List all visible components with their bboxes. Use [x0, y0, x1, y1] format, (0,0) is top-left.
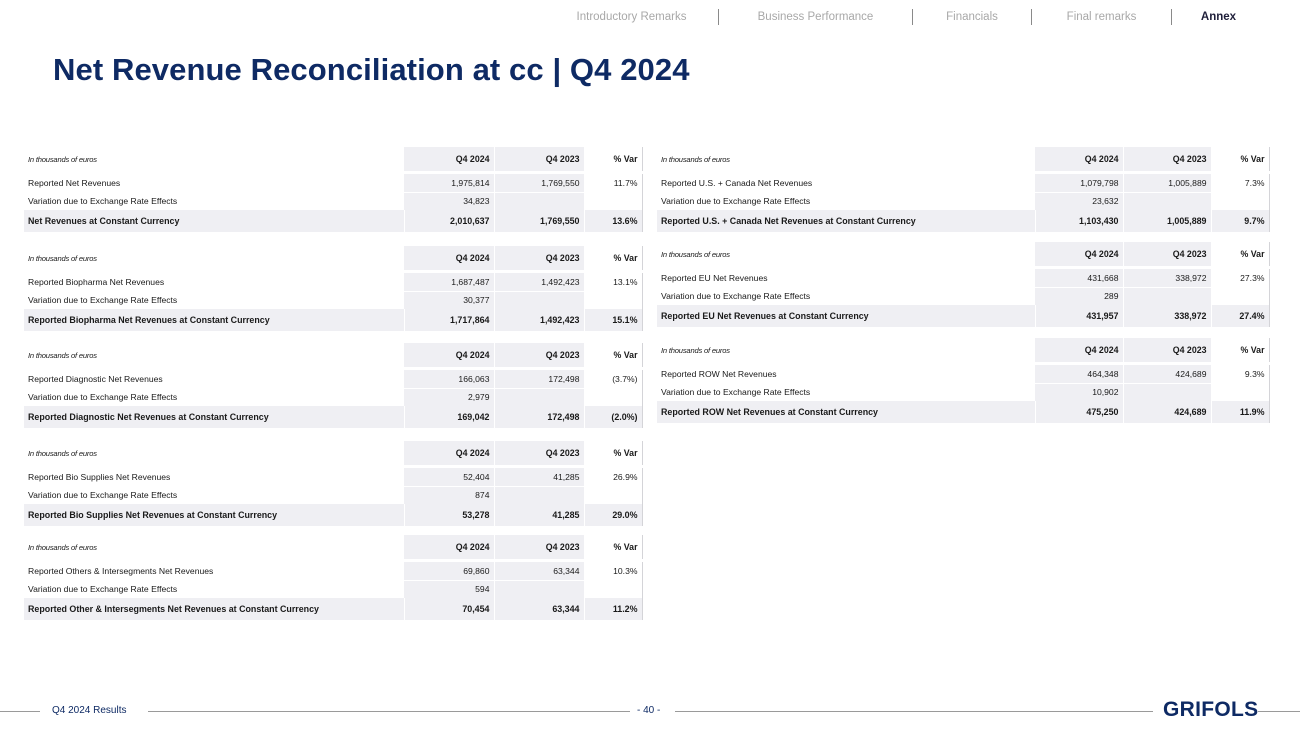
table-row [657, 365, 1269, 383]
column-header-var: % Var [1211, 242, 1269, 266]
total-var: 11.9% [1211, 401, 1269, 423]
total-row [24, 210, 642, 232]
column-header-q4-2024: Q4 2024 [404, 535, 494, 559]
cell-q4-2023: 1,005,889 [1123, 174, 1211, 192]
cell-q4-2024: 34,823 [404, 192, 494, 210]
grifols-logo: GRIFOLS [1163, 698, 1259, 721]
footer-report-name: Q4 2024 Results [52, 705, 127, 716]
total-var: 29.0% [584, 504, 642, 526]
cell-var [1211, 383, 1269, 401]
column-header-q4-2023: Q4 2023 [494, 535, 584, 559]
cell-q4-2024: 69,860 [404, 562, 494, 580]
total-row [24, 504, 642, 526]
total-q4-2024: 169,042 [404, 406, 494, 428]
nav-item-introductory-remarks[interactable]: Introductory Remarks [576, 11, 687, 23]
table-row [24, 486, 642, 504]
column-header-q4-2023: Q4 2023 [1123, 147, 1211, 171]
reconciliation-table-row [657, 338, 1270, 423]
total-var: 15.1% [584, 309, 642, 331]
table-row [24, 562, 642, 580]
total-q4-2024: 475,250 [1035, 401, 1123, 423]
cell-q4-2023 [494, 291, 584, 309]
total-label: Reported Diagnostic Net Revenues at Constant Currency [24, 406, 404, 428]
row-label: Variation due to Exchange Rate Effects [661, 387, 811, 397]
column-header-var: % Var [584, 535, 642, 559]
row-label: Variation due to Exchange Rate Effects [28, 490, 178, 500]
table-row [657, 192, 1269, 210]
total-label: Reported Biopharma Net Revenues at Constant Currency [24, 309, 404, 331]
reconciliation-table-others [24, 535, 643, 620]
total-label: Reported U.S. + Canada Net Revenues at Constant Currency [657, 210, 1035, 232]
total-var: (2.0%) [584, 406, 642, 428]
cell-q4-2024: 2,979 [404, 388, 494, 406]
total-label: Reported ROW Net Revenues at Constant Currency [657, 401, 1035, 423]
table-header-row [24, 343, 642, 367]
row-label: Variation due to Exchange Rate Effects [661, 196, 811, 206]
table-row [24, 468, 642, 486]
total-label: Net Revenues at Constant Currency [24, 210, 404, 232]
units-caption: In thousands of euros [28, 253, 97, 263]
cell-var: (3.7%) [584, 370, 642, 388]
cell-var: 7.3% [1211, 174, 1269, 192]
column-header-var: % Var [584, 343, 642, 367]
units-caption: In thousands of euros [661, 154, 730, 164]
cell-q4-2024: 874 [404, 486, 494, 504]
units-caption: In thousands of euros [661, 345, 730, 355]
cell-q4-2024: 1,687,487 [404, 273, 494, 291]
cell-q4-2024: 1,975,814 [404, 174, 494, 192]
column-header-q4-2023: Q4 2023 [494, 147, 584, 171]
cell-var: 26.9% [584, 468, 642, 486]
total-q4-2024: 53,278 [404, 504, 494, 526]
cell-q4-2023: 338,972 [1123, 269, 1211, 287]
table-row [657, 383, 1269, 401]
cell-q4-2023 [494, 192, 584, 210]
table-header-row [657, 242, 1269, 266]
cell-q4-2023: 41,285 [494, 468, 584, 486]
row-label: Variation due to Exchange Rate Effects [28, 295, 178, 305]
row-label: Reported ROW Net Revenues [661, 369, 777, 379]
total-var: 9.7% [1211, 210, 1269, 232]
units-caption: In thousands of euros [661, 249, 730, 259]
reconciliation-table-total [24, 147, 643, 232]
cell-q4-2024: 10,902 [1035, 383, 1123, 401]
total-q4-2024: 70,454 [404, 598, 494, 620]
total-row [657, 305, 1269, 327]
row-label: Reported Others & Intersegments Net Revenues [28, 566, 214, 576]
cell-q4-2024: 594 [404, 580, 494, 598]
reconciliation-table-biopharma [24, 246, 643, 331]
cell-var [1211, 192, 1269, 210]
footer-rule [0, 711, 40, 712]
cell-var: 27.3% [1211, 269, 1269, 287]
column-header-var: % Var [1211, 147, 1269, 171]
cell-q4-2023 [1123, 383, 1211, 401]
table-header-row [24, 441, 642, 465]
units-caption: In thousands of euros [28, 542, 97, 552]
column-header-q4-2024: Q4 2024 [1035, 242, 1123, 266]
column-header-q4-2023: Q4 2023 [1123, 242, 1211, 266]
row-label: Reported EU Net Revenues [661, 273, 768, 283]
cell-q4-2023 [1123, 192, 1211, 210]
footer-rule [675, 711, 1153, 712]
reconciliation-table-bio-supplies [24, 441, 643, 526]
column-header-q4-2024: Q4 2024 [404, 147, 494, 171]
table-row [24, 273, 642, 291]
total-q4-2023: 1,492,423 [494, 309, 584, 331]
total-row [657, 210, 1269, 232]
row-label: Reported Diagnostic Net Revenues [28, 374, 163, 384]
cell-q4-2023 [494, 388, 584, 406]
column-header-q4-2024: Q4 2024 [1035, 338, 1123, 362]
row-label: Variation due to Exchange Rate Effects [28, 196, 178, 206]
total-row [24, 406, 642, 428]
row-label: Reported U.S. + Canada Net Revenues [661, 178, 813, 188]
cell-var [584, 388, 642, 406]
cell-q4-2024: 1,079,798 [1035, 174, 1123, 192]
total-q4-2023: 424,689 [1123, 401, 1211, 423]
cell-q4-2024: 431,668 [1035, 269, 1123, 287]
row-label: Reported Net Revenues [28, 178, 121, 188]
page-title: Net Revenue Reconciliation at cc | Q4 2024 [53, 52, 690, 87]
total-var: 13.6% [584, 210, 642, 232]
row-label: Variation due to Exchange Rate Effects [661, 291, 811, 301]
table-header-row [24, 535, 642, 559]
total-q4-2024: 1,103,430 [1035, 210, 1123, 232]
cell-q4-2023 [494, 580, 584, 598]
cell-q4-2023: 63,344 [494, 562, 584, 580]
row-label: Variation due to Exchange Rate Effects [28, 584, 178, 594]
total-var: 27.4% [1211, 305, 1269, 327]
table-row [657, 287, 1269, 305]
nav-item-final-remarks[interactable]: Final remarks [1066, 11, 1137, 23]
units-caption: In thousands of euros [28, 448, 97, 458]
table-row [24, 580, 642, 598]
row-label: Reported Bio Supplies Net Revenues [28, 472, 171, 482]
cell-q4-2024: 30,377 [404, 291, 494, 309]
column-header-var: % Var [584, 147, 642, 171]
cell-q4-2023 [1123, 287, 1211, 305]
table-row [24, 388, 642, 406]
column-header-var: % Var [584, 441, 642, 465]
nav-item-business-performance[interactable]: Business Performance [757, 11, 874, 23]
cell-q4-2023 [494, 486, 584, 504]
total-row [657, 401, 1269, 423]
reconciliation-table-diagnostic [24, 343, 643, 428]
table-header-row [24, 246, 642, 270]
table-header-row [657, 147, 1269, 171]
table-header-row [24, 147, 642, 171]
table-row [24, 370, 642, 388]
column-header-q4-2024: Q4 2024 [404, 343, 494, 367]
column-header-q4-2023: Q4 2023 [1123, 338, 1211, 362]
cell-q4-2024: 52,404 [404, 468, 494, 486]
total-q4-2023: 63,344 [494, 598, 584, 620]
total-q4-2024: 2,010,637 [404, 210, 494, 232]
cell-var: 10.3% [584, 562, 642, 580]
total-q4-2023: 1,005,889 [1123, 210, 1211, 232]
total-q4-2023: 41,285 [494, 504, 584, 526]
table-row [24, 291, 642, 309]
table-row [657, 174, 1269, 192]
reconciliation-table-us-canada [657, 147, 1270, 232]
cell-q4-2023: 1,769,550 [494, 174, 584, 192]
nav-item-annex[interactable]: Annex [1200, 11, 1237, 23]
cell-q4-2023: 1,492,423 [494, 273, 584, 291]
reconciliation-table-eu [657, 242, 1270, 327]
total-q4-2023: 338,972 [1123, 305, 1211, 327]
column-header-var: % Var [1211, 338, 1269, 362]
cell-q4-2023: 424,689 [1123, 365, 1211, 383]
footer-rule [148, 711, 630, 712]
total-var: 11.2% [584, 598, 642, 620]
cell-q4-2024: 464,348 [1035, 365, 1123, 383]
table-header-row [657, 338, 1269, 362]
table-row [657, 269, 1269, 287]
row-label: Variation due to Exchange Rate Effects [28, 392, 178, 402]
footer-rule [1258, 711, 1300, 712]
total-label: Reported Other & Intersegments Net Revenues at Constant Currency [24, 598, 404, 620]
cell-var: 13.1% [584, 273, 642, 291]
column-header-q4-2024: Q4 2024 [404, 441, 494, 465]
cell-q4-2024: 23,632 [1035, 192, 1123, 210]
row-label: Reported Biopharma Net Revenues [28, 277, 165, 287]
table-row [24, 192, 642, 210]
cell-var [584, 291, 642, 309]
total-row [24, 598, 642, 620]
section-nav [545, 9, 1265, 25]
cell-q4-2024: 289 [1035, 287, 1123, 305]
column-header-q4-2024: Q4 2024 [1035, 147, 1123, 171]
page-number: - 40 - [637, 705, 661, 716]
cell-var [1211, 287, 1269, 305]
column-header-var: % Var [584, 246, 642, 270]
cell-var [584, 486, 642, 504]
column-header-q4-2023: Q4 2023 [494, 246, 584, 270]
units-caption: In thousands of euros [28, 350, 97, 360]
column-header-q4-2023: Q4 2023 [494, 441, 584, 465]
cell-q4-2024: 166,063 [404, 370, 494, 388]
table-row [24, 174, 642, 192]
column-header-q4-2024: Q4 2024 [404, 246, 494, 270]
total-label: Reported Bio Supplies Net Revenues at Constant Currency [24, 504, 404, 526]
total-q4-2024: 431,957 [1035, 305, 1123, 327]
units-caption: In thousands of euros [28, 154, 97, 164]
column-header-q4-2023: Q4 2023 [494, 343, 584, 367]
total-q4-2023: 172,498 [494, 406, 584, 428]
total-label: Reported EU Net Revenues at Constant Currency [657, 305, 1035, 327]
total-q4-2024: 1,717,864 [404, 309, 494, 331]
cell-var [584, 580, 642, 598]
total-q4-2023: 1,769,550 [494, 210, 584, 232]
cell-var: 9.3% [1211, 365, 1269, 383]
nav-item-financials[interactable]: Financials [946, 11, 998, 23]
cell-var: 11.7% [584, 174, 642, 192]
total-row [24, 309, 642, 331]
cell-var [584, 192, 642, 210]
cell-q4-2023: 172,498 [494, 370, 584, 388]
